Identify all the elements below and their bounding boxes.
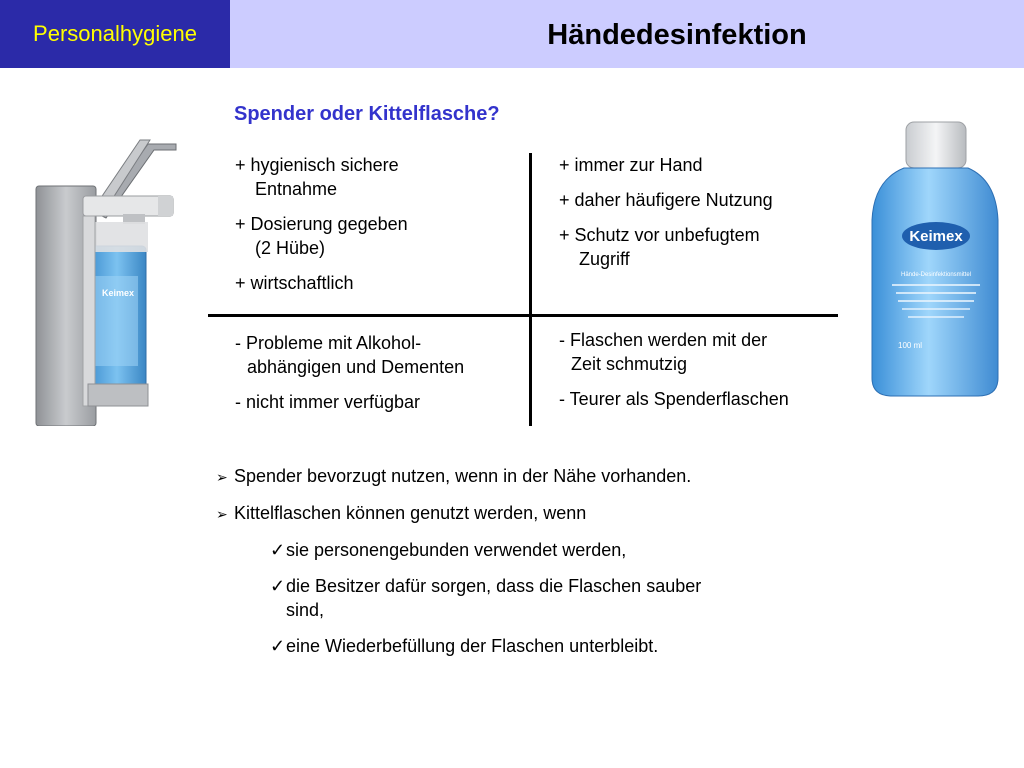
- bottle-volume-label: 100 ml: [898, 341, 923, 350]
- bottle-brand-label: Keimex: [909, 228, 963, 245]
- bottle-product-label: Hände-Desinfektionsmittel: [900, 272, 972, 278]
- list-item: ✓eine Wiederbefüllung der Flaschen unterbleibt.: [270, 636, 659, 656]
- arrow-bullet-icon: ➢: [216, 506, 228, 522]
- checkmark-icon: ✓: [270, 576, 286, 596]
- list-item: - Teurer als Spenderflaschen: [559, 389, 789, 409]
- header-bar: [230, 0, 1024, 68]
- list-item: - nicht immer verfügbar: [235, 392, 421, 412]
- list-item: - Probleme mit Alkohol- abhängigen und Dementen: [235, 333, 465, 377]
- list-item: + wirtschaftlich: [235, 273, 354, 293]
- conclusion-list: [216, 464, 856, 670]
- checkmark-icon: ✓: [270, 636, 286, 656]
- page-title: Händedesinfektion: [547, 19, 807, 51]
- arrow-bullet-icon: ➢: [216, 469, 228, 485]
- list-item: - Flaschen werden mit der Zeit schmutzig: [559, 330, 768, 374]
- list-item: + Dosierung gegeben (2 Hübe): [235, 214, 408, 258]
- pros-dispenser: [235, 153, 520, 306]
- list-item: + hygienisch sichere Entnahme: [235, 155, 399, 199]
- list-item: ➢ Kittelflaschen können genutzt werden, wenn: [216, 501, 856, 526]
- list-item: ✓die Besitzer dafür sorgen, dass die Flaschen sauber sind,: [270, 576, 702, 620]
- cons-dispenser: [235, 331, 530, 425]
- list-item: ➢ Spender bevorzugt nutzen, wenn in der Nähe vorhanden.: [216, 464, 856, 489]
- checkmark-icon: ✓: [270, 540, 286, 560]
- list-item: + immer zur Hand: [559, 155, 703, 175]
- dispenser-brand-label: Keimex: [102, 288, 135, 298]
- list-item: ✓sie personengebunden verwendet werden,: [270, 540, 627, 560]
- dispenser-image: [28, 136, 178, 426]
- pros-bottle: [559, 153, 849, 282]
- slide-subtitle: Spender oder Kittelflasche?: [234, 103, 500, 125]
- section-label: Personalhygiene: [0, 0, 230, 68]
- table-horizontal-divider: [208, 314, 838, 317]
- cons-bottle: [559, 328, 859, 422]
- list-item: + Schutz vor unbefugtem Zugriff: [559, 225, 760, 269]
- list-item: + daher häufigere Nutzung: [559, 190, 773, 210]
- bottle-image: [868, 120, 1002, 400]
